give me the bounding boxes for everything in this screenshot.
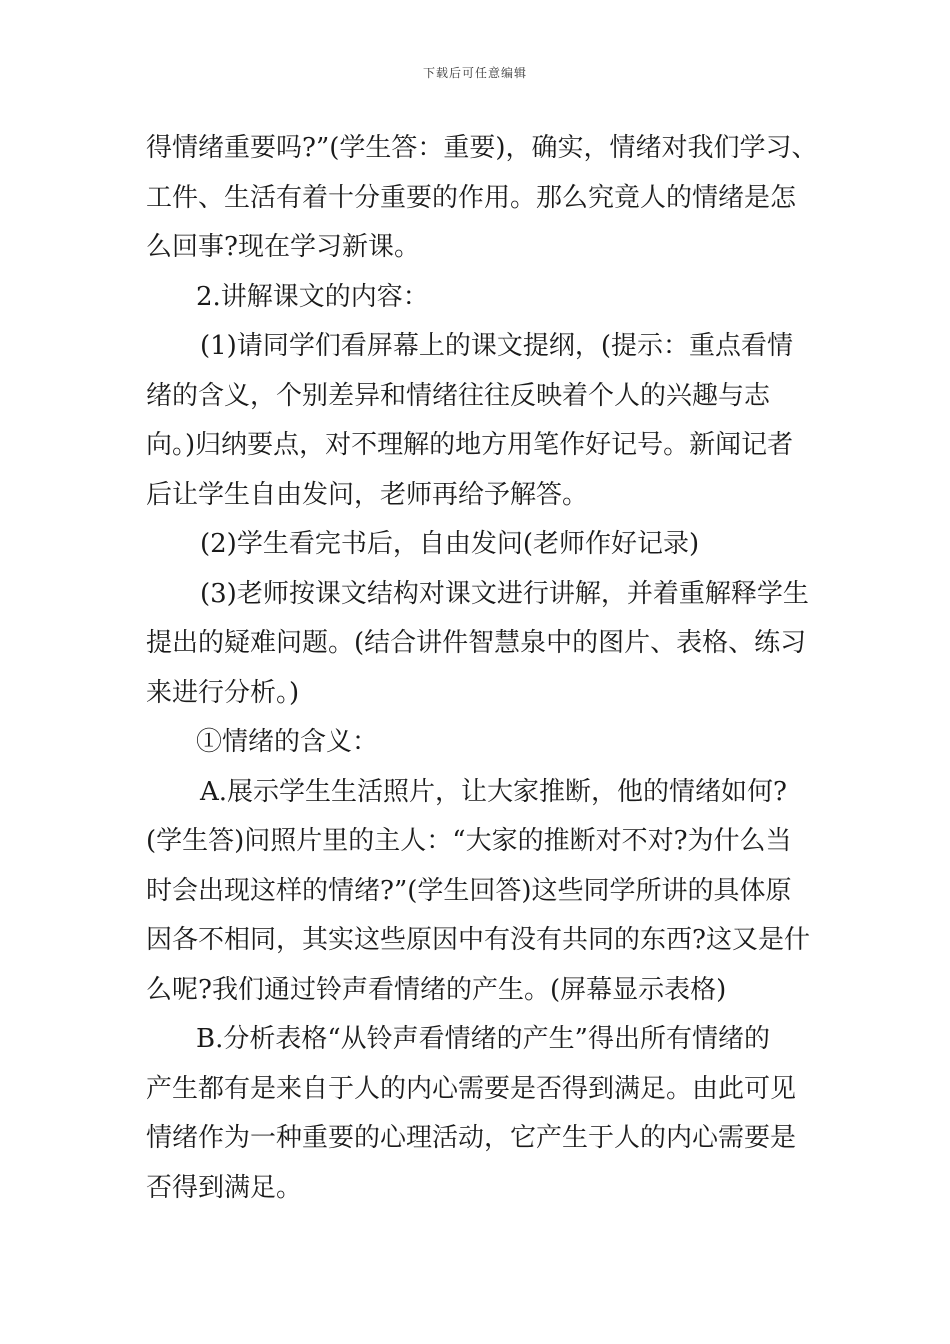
text-line: 来进行分析。) [146, 677, 300, 708]
text-line: 么呢?我们通过铃声看情绪的产生。(屏幕显示表格) [146, 974, 727, 1005]
text-line: A.展示学生生活照片，让大家推断，他的情绪如何? [200, 776, 787, 807]
text-line: (1)请同学们看屏幕上的课文提纲，(提示：重点看情 [200, 331, 793, 361]
text-line: 向。)归纳要点，对不理解的地方用笔作好记号。新闻记者 [146, 430, 794, 460]
text-line: 工件、生活有着十分重要的作用。那么究竟人的情绪是怎 [146, 182, 797, 213]
text-line: B.分析表格“从铃声看情绪的产生”得出所有情绪的 [196, 1024, 770, 1054]
text-line: 绪的含义，个别差异和情绪往往反映着个人的兴趣与志 [146, 380, 771, 411]
subsection-heading: ①情绪的含义： [196, 727, 379, 757]
document-body [146, 124, 816, 1213]
page-header: 下载后可任意编辑 [422, 66, 527, 80]
section-heading: 2.讲解课文的内容： [196, 281, 429, 312]
text-line: 产生都有是来自于人的内心需要是否得到满足。由此可见 [146, 1073, 797, 1104]
text-line: 情绪作为一种重要的心理活动，它产生于人的内心需要是 [146, 1123, 797, 1153]
text-line: 时会出现这样的情绪?”(学生回答)这些同学所讲的具体原 [146, 875, 792, 906]
text-line: 因各不相同，其实这些原因中有没有共同的东西?这又是什 [146, 925, 810, 955]
text-line: 后让学生自由发问，老师再给予解答。 [146, 479, 589, 510]
text-line: 提出的疑难问题。(结合讲件智慧泉中的图片、表格、练习 [146, 628, 807, 658]
text-line: 么回事?现在学习新课。 [146, 232, 420, 262]
text-line: 得情绪重要吗?”(学生答：重要)，确实，情绪对我们学习、 [146, 133, 818, 163]
text-line: (2)学生看完书后，自由发问(老师作好记录) [200, 529, 700, 559]
text-line: (学生答)问照片里的主人：“大家的推断对不对?为什么当 [146, 826, 792, 856]
text-line: 否得到满足。 [146, 1172, 303, 1203]
text-line: (3)老师按课文结构对课文进行讲解，并着重解释学生 [200, 578, 809, 609]
